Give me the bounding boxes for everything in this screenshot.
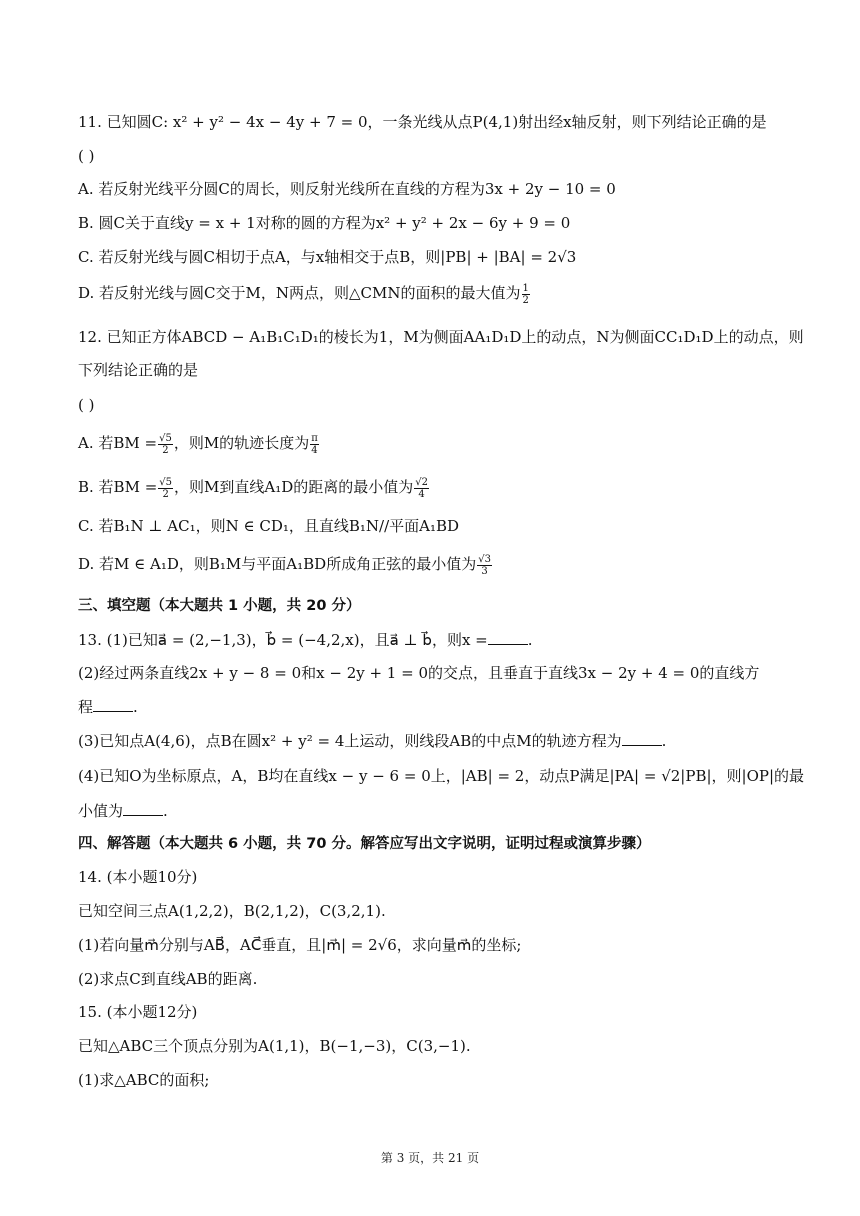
page-footer: 第 3 页，共 21 页 bbox=[380, 1151, 480, 1165]
q13-part2-line1: (2)经过两条直线2x + y − 8 = 0和x − 2y + 1 = 0的交点，且垂直于直线3x − 2y + 4 = 0的直线方 bbox=[78, 664, 760, 682]
q12-stem-line2: 下列结论正确的是 bbox=[78, 361, 199, 379]
q15-part1: (1)求△ABC的面积; bbox=[78, 1071, 210, 1089]
q12-paren: ( ) bbox=[78, 396, 95, 414]
q11-option-b: B. 圆C关于直线y = x + 1对称的圆的方程为x² + y² + 2x − 6y + 9 = 0 bbox=[78, 214, 571, 232]
q11-stem: 11. 已知圆C: x² + y² − 4x − 4y + 7 = 0，一条光线从点P(4,1)射出经x轴反射，则下列结论正确的是 bbox=[78, 113, 767, 131]
q13-part4-line2: 小值为 . bbox=[78, 802, 168, 820]
q15-stem: 已知△ABC三个顶点分别为A(1,1)，B(−1,−3)，C(3,−1). bbox=[78, 1037, 471, 1055]
q11-paren: ( ) bbox=[78, 147, 95, 165]
q12-option-d: D. 若M ∈ A₁D，则B₁M与平面A₁BD所成角正弦的最小值为 $\frac{√3}{3}$ bbox=[78, 553, 491, 577]
q14-part1: (1)若向量m⃗分别与AB⃗，AC⃗垂直，且|m⃗| = 2√6，求向量m⃗的坐标; bbox=[78, 936, 522, 954]
fraction: $\frac{1}{2}$ bbox=[522, 282, 529, 306]
q13-part3: (3)已知点A(4,6)，点B在圆x² + y² = 4上运动，则线段AB的中点M的轨迹方程为 . bbox=[78, 732, 667, 750]
q13-part4-line1: (4)已知O为坐标原点，A，B均在直线x − y − 6 = 0上，|AB| = 2，动点P满足|PA| = √2|PB|，则|OP|的最 bbox=[78, 767, 805, 785]
q14-heading: 14. (本小题10分) bbox=[78, 868, 198, 886]
answer-blank bbox=[488, 630, 528, 645]
q12-option-a: A. 若BM = $\frac{√5}{2}$ ，则M的轨迹长度为 $\frac{\pi}{4}$ bbox=[78, 432, 318, 456]
section-heading-solutions: 四、解答题（本大题共 6 小题，共 70 分。解答应写出文字说明，证明过程或演算步骤） bbox=[78, 836, 651, 852]
q15-heading: 15. (本小题12分) bbox=[78, 1003, 198, 1021]
q13-part2-line2: 程 . bbox=[78, 698, 138, 716]
answer-blank bbox=[622, 731, 662, 746]
q11-option-c: C. 若反射光线与圆C相切于点A，与x轴相交于点B，则|PB| + |BA| = 2√3 bbox=[78, 248, 577, 266]
q11-option-d-text: D. 若反射光线与圆C交于M，N两点，则△CMN的面积的最大值为 bbox=[78, 284, 521, 302]
answer-blank bbox=[93, 697, 133, 712]
q11-option-a: A. 若反射光线平分圆C的周长，则反射光线所在直线的方程为3x + 2y − 10 = 0 bbox=[78, 180, 616, 198]
answer-blank bbox=[123, 801, 163, 816]
section-heading-fill-in: 三、填空题（本大题共 1 小题，共 20 分） bbox=[78, 598, 361, 614]
q13-part1: 13. (1)已知a⃗ = (2,−1,3)，b⃗ = (−4,2,x)，且a⃗ ⊥ b⃗，则x = . bbox=[78, 631, 533, 649]
q14-part2: (2)求点C到直线AB的距离. bbox=[78, 970, 258, 988]
q14-stem: 已知空间三点A(1,2,2)，B(2,1,2)，C(3,2,1). bbox=[78, 902, 386, 920]
q12-option-b: B. 若BM = $\frac{√5}{2}$ ，则M到直线A₁D的距离的最小值为 $\frac{√2}{4}$ bbox=[78, 476, 428, 500]
q11-option-d bbox=[78, 282, 800, 306]
fraction: $\frac{√5}{2}$ bbox=[159, 432, 172, 456]
q12-stem-line1: 12. 已知正方体ABCD − A₁B₁C₁D₁的棱长为1，M为侧面AA₁D₁D上的动点，N为侧面CC₁D₁D上的动点，则 bbox=[78, 328, 804, 346]
q12-option-c: C. 若B₁N ⊥ AC₁，则N ∈ CD₁，且直线B₁N//平面A₁BD bbox=[78, 517, 460, 535]
fraction: $\frac{√3}{3}$ bbox=[478, 553, 491, 577]
fraction: $\frac{\pi}{4}$ bbox=[311, 432, 318, 456]
fraction: $\frac{√2}{4}$ bbox=[415, 476, 428, 500]
fraction: $\frac{√5}{2}$ bbox=[159, 476, 173, 500]
